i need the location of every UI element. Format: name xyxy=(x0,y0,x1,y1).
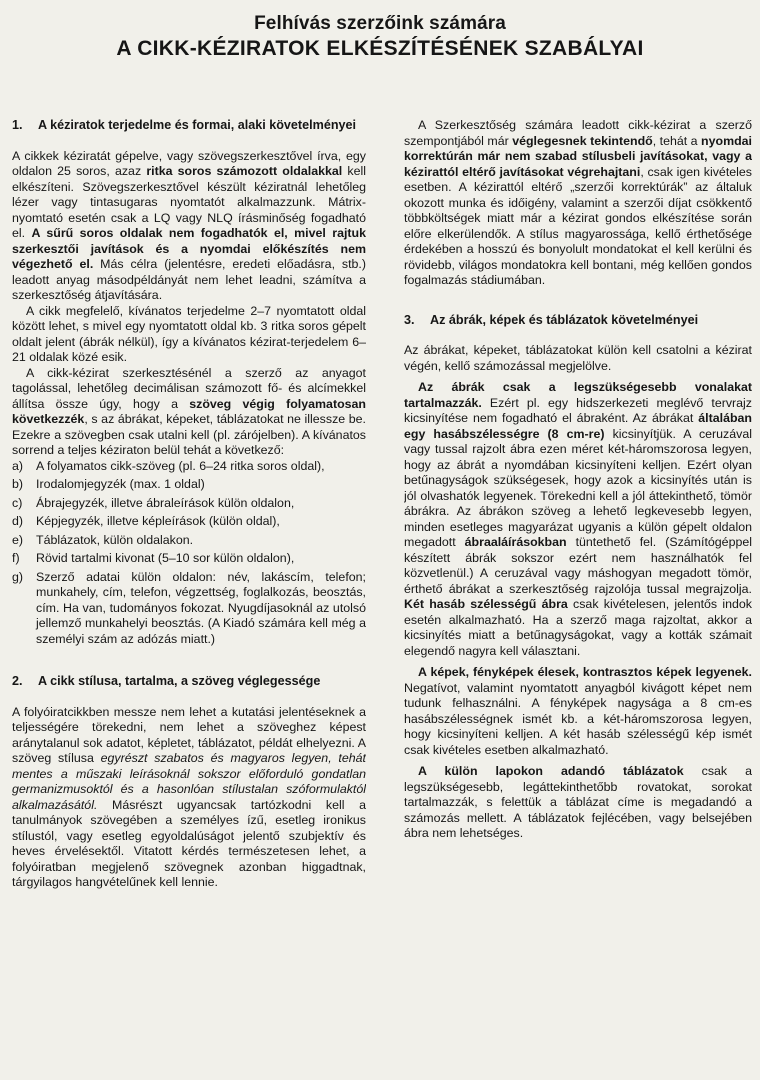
list-item: e) Táblázatok, külön oldalakon. xyxy=(12,532,194,547)
section-3-paragraph-1: Az ábrákat, képeket, táblázatokat külön kell csatolni a kézirat végén, kellő számozással megjelölve. xyxy=(404,343,752,373)
page-title: A CIKK-KÉZIRATOK ELKÉSZÍTÉSÉNEK SZABÁLYAI xyxy=(116,37,644,60)
page-subtitle: Felhívás szerzőink számára xyxy=(254,13,506,34)
list-item: g) Szerző adatai külön oldalon: név, lakáscím, telefon; munkahely, cím, telefon, végzettség, foglalkozás, beosztás, cím. Ha van, tudományos fokozat. Nyugdíjasoknál az utolsó jellemző munkahelyi beosztás. (A Kiadó számára kell még a személyi szám az adózás miatt.) xyxy=(12,569,366,646)
manuscript-order-list xyxy=(12,459,366,648)
list-item: b) Irodalomjegyzék (max. 1 oldal) xyxy=(12,477,205,491)
section-1-paragraph-1: A cikkek kéziratát gépelve, vagy szövegszerkesztővel írva, egy oldalon 25 soros, azaz ritka soros számozott oldalakkal kell elkészíteni. Szövegszerkesztővel készült kéziratnál lehetőleg lézer vagy tintasugaras nyomtatót alkalmazzunk. Mátrix-nyomtató esetén csak a LQ vagy NLQ írásminőség fogadható el. A sűrű soros oldalak nem fogadhatók el, mivel rajtuk szerkesztői javítások és a nyomdai előkészítés nem végezhető el. Más célra (jelentésre, eredeti előadásra, stb.) leadott anyag másodpéldányát nem lehet leadni, számítva a szerkesztőség átjavítására. xyxy=(12,148,366,302)
section-1-paragraph-3: A cikk-kézirat szerkesztésénél a szerző az anyagot tagolással, lehetőleg decimálisan számozott fő- és alcímekkel állítsa össze úgy, hogy a szöveg végig folyamatosan következzék, s az ábrákat, képeket, táblázatokat ne illessze be. Ezekre a szövegben csak utalni kell (pl. zárójelben). A kívánatos sorrend a teljes kéziraton belül tehát a következő: xyxy=(12,365,366,457)
page-header xyxy=(0,12,760,62)
list-item: a) A folyamatos cikk-szöveg (pl. 6–24 ritka soros oldal), xyxy=(12,458,325,473)
section-3-paragraph-2: Az ábrák csak a legszükségesebb vonalakat tartalmazzák. Ezért pl. egy hidszerkezeti meglévő tervrajz kicsinyítése nem fogadható el ábraként. Az ábrákat általában egy hasábszélességre (8 cm-re) kicsinyítjük. A ceruzával vagy tussal rajzolt ábra ezen méret két-háromszorosa legyen, hogy az ábrát a nyomdában kicsinyíteni kelljen. Ezért olyan betűnagyságok szükségesek, hogy azok a kicsinyítés után is jól olvashatók legyenek. Törekedni kell a jól áttekinthető, tömör ábrákra. Az ábrákon szöveg a lehető legkevesebb legyen, minden esetleges magyarázat ugyanis a külön gépelt oldalon megadott ábraaláírásokban tüntethető fel. (Számítógéppel készített ábrák sokszor ezért nem használhatók fel közvetlenül.) A ceruzával vagy máshogyan megadott tömör, érthető ábrákat a szerkesztőség rajzolója tussal megrajzolja. Két hasáb szélességű ábra csak kivételesen, jelentős indok esetén alkalmazható. Ha a szerző maga rajzoltat, akkor a kicsinyítés miatt a betűnagyságokat, vagy a kották számait elegendő nagyra kell választani. xyxy=(404,380,752,658)
left-column xyxy=(12,118,366,1043)
list-item: d) Képjegyzék, illetve képleírások (külön oldal), xyxy=(12,514,280,528)
right-column xyxy=(404,118,752,1043)
list-item: c) Ábrajegyzék, illetve ábraleírások külön oldalon, xyxy=(12,495,295,510)
list-item: f) Rövid tartalmi kivonat (5–10 sor külön oldalon), xyxy=(12,551,295,565)
section-3-heading: 3. Az ábrák, képek és táblázatok követelményei xyxy=(404,312,699,327)
section-1-heading: 1. A kéziratok terjedelme és formai, alaki követelményei xyxy=(12,118,357,132)
section-3-paragraph-4: A külön lapokon adandó táblázatok csak a legszükségesebb, legáttekinthetőbb rovatokat, sorokat tartalmazzák, s felettük a táblázat címe is megadandó a számozás mellett. A táblázatok fejlécében, vagy belsejében ábra nem lehetséges. xyxy=(404,764,752,840)
section-2-heading: 2. A cikk stílusa, tartalma, a szöveg véglegessége xyxy=(12,674,321,688)
section-3-paragraph-3: A képek, fényképek élesek, kontrasztos képek legyenek. Negatívot, valamint nyomtatott anyagból kivágott képet nem tudunk felhasználni. A fényképek nagysága a 8 cm-es hasábszélességnek ismét kb. a két-háromszorosa legyen, hogy kicsinyíteni kelljen. A két hasáb szélességű kép ismét csak kivételes esetben alkalmazható. xyxy=(404,665,752,757)
section-2-paragraph-1: A folyóiratcikkben messze nem lehet a kutatási jelentéseknek a teljességére törekedni, nem lehet a szöveghez képest aránytalanul sok adatot, képletet, táblázatot, példát elhelyezni. A szöveg stílusa egyrészt szabatos és magyaros legyen, tehát mentes a műszaki leírásoknál sokszor előforduló gondatlan germanizmusoktól és a hasonlóan stílustalan szóformulaktól alkalmazásától. Másrészt ugyancsak tartózkodni kell a tanulmányok szövegében a személyes ízű, esetleg ironikus stílustól, vagy esetleg egyoldalúságot jelentő szubjektív és heves érvelésektől. Vitatott kérdés természetesen lehet, a folyóiratban megjelenő szövegnek azonban higgadtnak, tárgyilagos hangvételűnek kell lennie. xyxy=(12,704,366,889)
section-2-paragraph-2: A Szerkesztőség számára leadott cikk-kézirat a szerző szempontjából már véglegesnek tekintendő, tehát a nyomdai korrektúrán már nem szabad stílusbeli javításokat, vagy a kézirattól eltérő javításokat végrehajtani, csak igen kivételes esetben. A kézirattól eltérő „szerzői korrektúrák” az általuk okozott munka és időigény, valamint a szerzői díjat csökkentő többköltségek miatt már a kézirat gondos elkészítése során előre elkerülendők. A stílus magyarossága, kellő érthetősége érdekében a hosszú és bonyolult mondatokat el kell kerülni és rövidebb, világos mondatokra kell bontani, még kellően gondos fogalmazás stádiumában. xyxy=(404,118,752,287)
section-1-paragraph-2: A cikk megfelelő, kívánatos terjedelme 2–7 nyomtatott oldal között lehet, s mivel egy nyomtatott oldal kb. 3 ritka soros gépelt oldalt jelent (ábrák nélkül), így a kívánatos kézirat-terjedelem 6–21 oldalak közé esik. xyxy=(12,303,366,364)
